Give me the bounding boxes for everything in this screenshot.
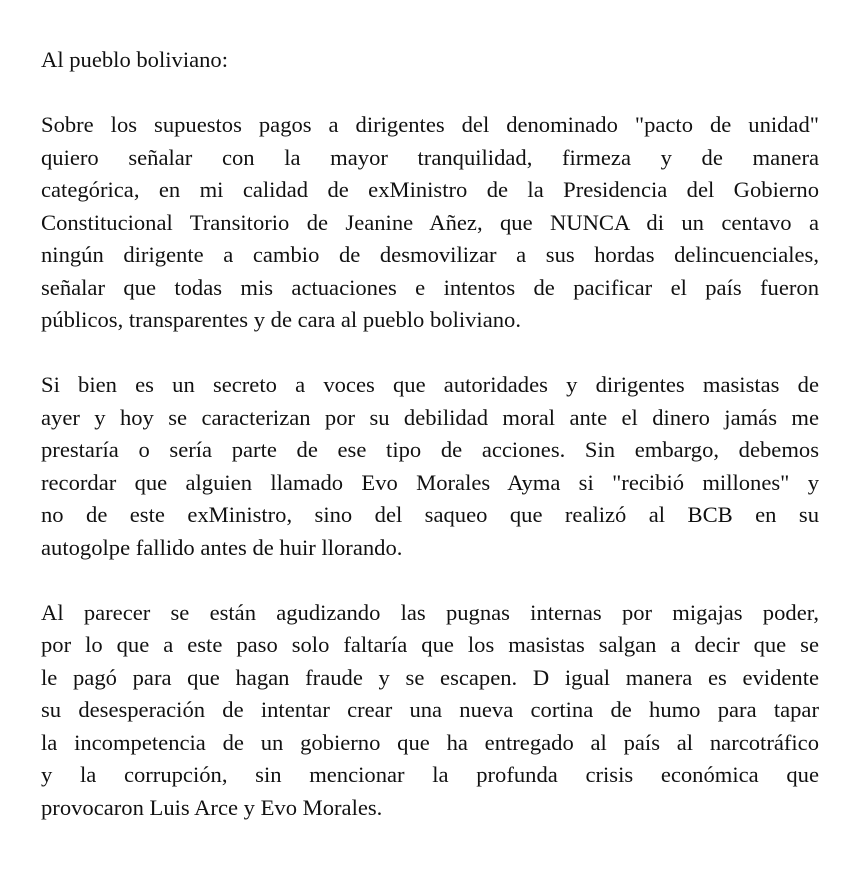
paragraph-3-line: provocaron Luis Arce y Evo Morales. <box>41 794 383 820</box>
paragraph-1-line: públicos, transparentes y de cara al pueblo boliviano. <box>41 307 521 332</box>
paragraph-3-line: Al parecer se están agudizando las pugnas internas por migajas poder, <box>41 599 819 625</box>
paragraph-2-line: no de este exMinistro, sino del saqueo que realizó al BCB en su <box>41 502 819 527</box>
paragraph-3-line: su desesperación de intentar crear una nueva cortina de humo para tapar <box>41 697 819 722</box>
paragraph-1-line: quiero señalar con la mayor tranquilidad, firmeza y de manera <box>41 144 819 170</box>
paragraph-1-line: categórica, en mi calidad de exMinistro de la Presidencia del Gobierno <box>41 177 819 202</box>
salutation: Al pueblo boliviano: <box>41 47 229 72</box>
paragraph-2-line: Si bien es un secreto a voces que autoridades y dirigentes masistas de <box>41 372 819 397</box>
paragraph-2-line: prestaría o sería parte de ese tipo de acciones. Sin embargo, debemos <box>41 437 819 462</box>
letter-document <box>41 44 819 857</box>
paragraph-3-line: la incompetencia de un gobierno que ha entregado al país al narcotráfico <box>41 729 819 755</box>
paragraph-1-line: ningún dirigente a cambio de desmovilizar a sus hordas delincuenciales, <box>41 242 819 267</box>
paragraph-3-line: y la corrupción, sin mencionar la profunda crisis económica que <box>41 762 819 787</box>
paragraph-3 <box>41 597 819 825</box>
paragraph-1 <box>41 109 819 337</box>
paragraph-2 <box>41 369 819 564</box>
paragraph-1-line: señalar que todas mis actuaciones e intentos de pacificar el país fueron <box>41 274 819 300</box>
paragraph-1-line: Sobre los supuestos pagos a dirigentes del denominado "pacto de unidad" <box>41 112 819 137</box>
paragraph-3-line: por lo que a este paso solo faltaría que los masistas salgan a decir que se <box>41 632 819 657</box>
paragraph-1-line: Constitucional Transitorio de Jeanine Añez, que NUNCA di un centavo a <box>41 209 819 235</box>
paragraph-2-line: autogolpe fallido antes de huir llorando. <box>41 534 403 560</box>
paragraph-3-line: le pagó para que hagan fraude y se escapen. D igual manera es evidente <box>41 664 819 690</box>
paragraph-2-line: ayer y hoy se caracterizan por su debilidad moral ante el dinero jamás me <box>41 404 819 430</box>
paragraph-2-line: recordar que alguien llamado Evo Morales Ayma si "recibió millones" y <box>41 469 819 495</box>
